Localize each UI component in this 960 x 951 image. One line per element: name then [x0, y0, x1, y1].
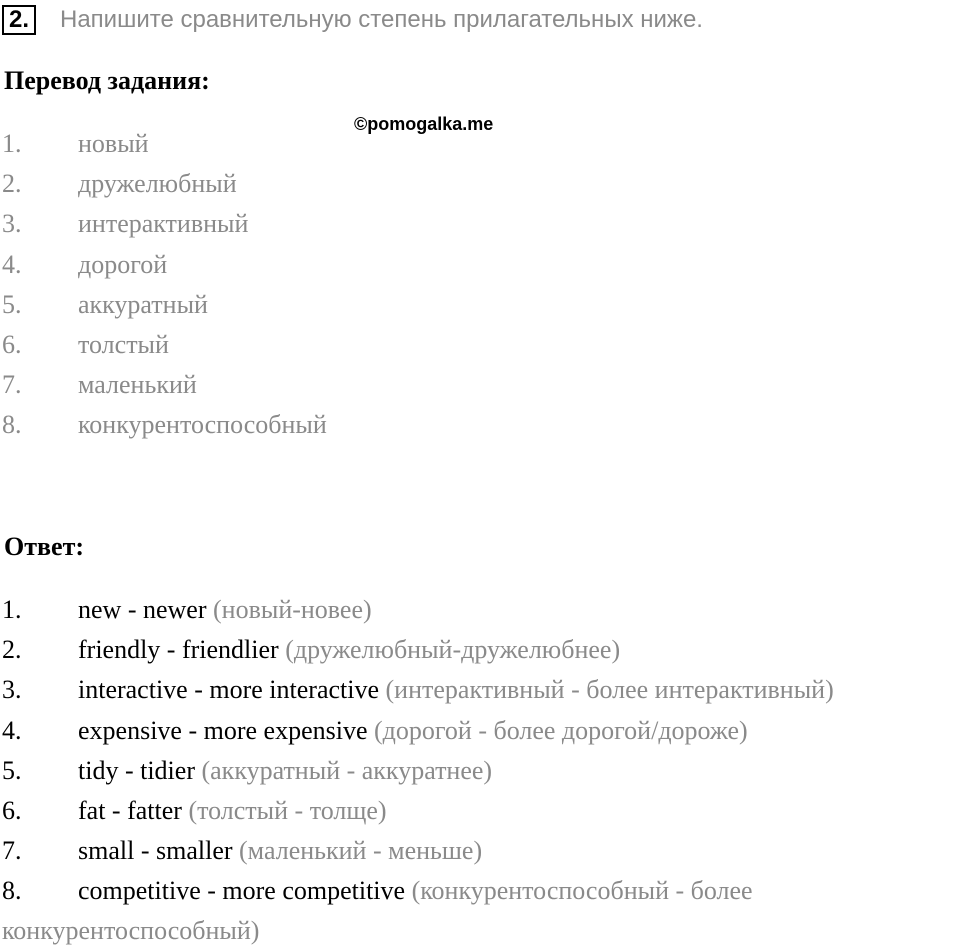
english-answer: interactive - more interactive — [78, 675, 380, 705]
russian-translation: (маленький - меньше) — [239, 836, 483, 866]
answer-content — [78, 590, 372, 630]
item-number: 1. — [2, 595, 22, 624]
answer-content — [78, 630, 620, 670]
russian-translation: (новый-новее) — [213, 595, 372, 624]
item-number: 5. — [2, 289, 22, 319]
english-answer: tidy - tidier — [78, 755, 195, 785]
item-word: конкурентоспособный — [78, 410, 327, 440]
item-number: 6. — [2, 795, 22, 825]
item-word: новый — [78, 129, 149, 158]
english-answer: small - smaller — [78, 836, 233, 866]
russian-translation: (дружелюбный-дружелюбнее) — [285, 635, 621, 665]
item-word: интерактивный — [78, 209, 249, 239]
english-answer: expensive - more expensive — [78, 715, 368, 745]
russian-translation: (дорогой - более дорогой/дороже) — [374, 715, 748, 745]
watermark: ©pomogalka.me — [354, 114, 494, 134]
item-word: маленький — [78, 370, 197, 400]
task-text: Напишите сравнительную степень прилагательных ниже. — [60, 6, 703, 33]
item-number: 8. — [2, 876, 22, 906]
item-word: дружелюбный — [78, 169, 237, 199]
answer-content — [78, 871, 753, 911]
russian-translation: (конкурентоспособный - более — [411, 876, 753, 906]
item-number: 2. — [2, 635, 22, 665]
item-number: 7. — [2, 836, 22, 866]
russian-translation-continued: конкурентоспособный) — [2, 916, 260, 946]
task-number: 2. — [2, 5, 36, 35]
item-number: 7. — [2, 370, 22, 400]
answer-content — [78, 711, 748, 751]
item-number: 5. — [2, 755, 22, 785]
item-number: 4. — [2, 715, 22, 745]
item-number: 2. — [2, 169, 22, 199]
item-word: толстый — [78, 329, 169, 359]
english-answer: new - newer — [78, 595, 207, 624]
answer-title: Ответ: — [4, 532, 85, 561]
item-number: 8. — [2, 410, 22, 440]
task-header — [0, 2, 703, 38]
english-answer: friendly - friendlier — [78, 635, 279, 665]
russian-translation: (аккуратный - аккуратнее) — [201, 755, 493, 785]
item-number: 1. — [2, 129, 22, 158]
translation-title: Перевод задания: — [4, 66, 210, 95]
item-number: 3. — [2, 209, 22, 239]
item-number: 4. — [2, 249, 22, 279]
english-answer: fat - fatter — [78, 795, 182, 825]
answer-content — [78, 831, 482, 871]
item-number: 3. — [2, 675, 22, 705]
item-word: аккуратный — [78, 289, 208, 319]
russian-translation: (интерактивный - более интерактивный) — [385, 675, 834, 705]
english-answer: competitive - more competitive — [78, 876, 406, 906]
item-number: 6. — [2, 329, 22, 359]
item-word: дорогой — [78, 249, 168, 279]
answer-content — [78, 791, 387, 831]
answer-content — [78, 751, 492, 791]
russian-translation: (толстый - толще) — [188, 795, 387, 825]
answer-content — [78, 670, 834, 710]
